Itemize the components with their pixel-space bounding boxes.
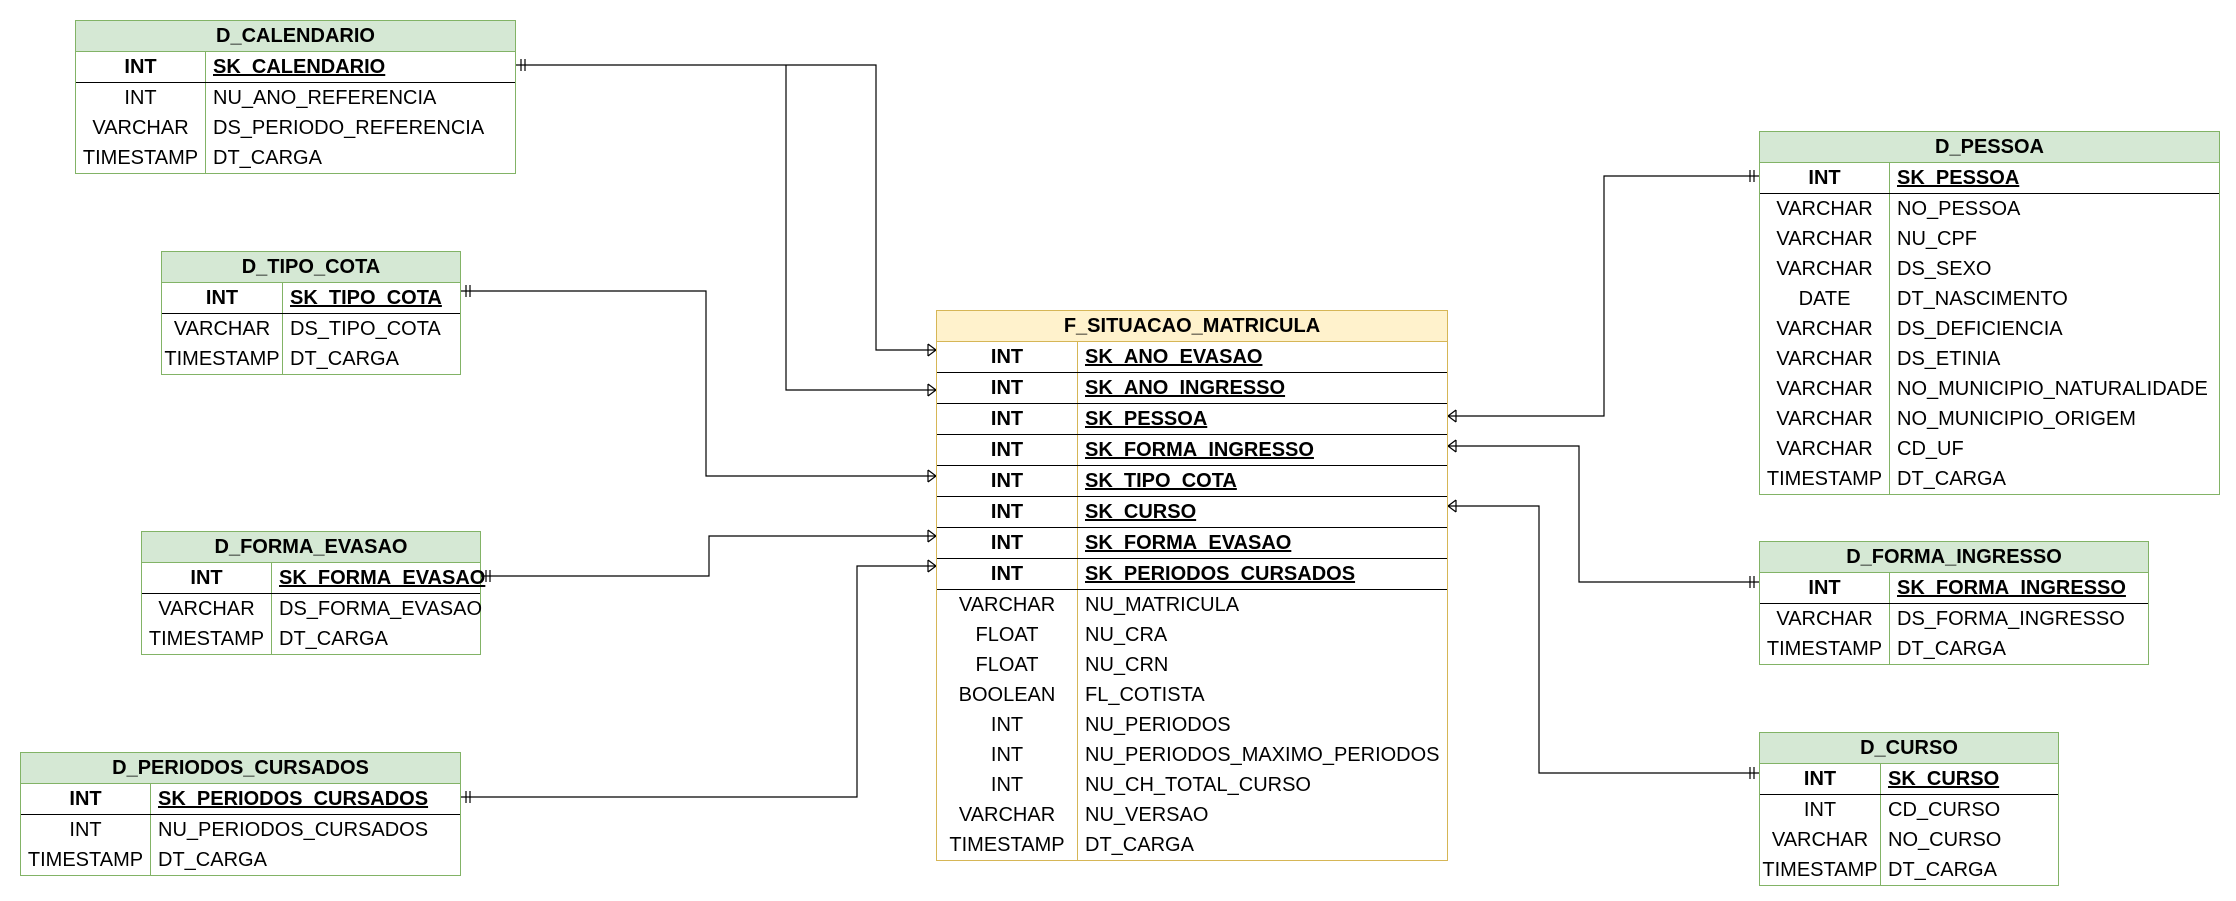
column-name: SK_PESSOA bbox=[1085, 408, 1208, 430]
table-f-situacao-matricula[interactable] bbox=[936, 310, 1448, 861]
table-title: D_CURSO bbox=[1760, 733, 2058, 764]
column-name: DT_CARGA bbox=[1897, 468, 2006, 490]
column-type: DATE bbox=[1760, 284, 1890, 314]
column-row[interactable] bbox=[1760, 404, 2219, 434]
column-type: INT bbox=[76, 52, 206, 82]
key-column-row[interactable] bbox=[937, 466, 1447, 497]
column-name: DT_CARGA bbox=[1897, 638, 2006, 660]
column-name: NU_PERIODOS_CURSADOS bbox=[158, 819, 429, 841]
key-column-row[interactable] bbox=[1760, 764, 2058, 795]
column-type: VARCHAR bbox=[1760, 825, 1881, 855]
column-name: NO_CURSO bbox=[1888, 829, 2002, 851]
column-type: INT bbox=[937, 404, 1078, 434]
table-d-forma-ingresso[interactable] bbox=[1759, 541, 2149, 665]
column-row[interactable] bbox=[142, 624, 480, 654]
column-row[interactable] bbox=[937, 620, 1447, 650]
column-type: INT bbox=[937, 497, 1078, 527]
column-type: VARCHAR bbox=[1760, 314, 1890, 344]
key-column-row[interactable] bbox=[162, 283, 460, 314]
key-column-row[interactable] bbox=[76, 52, 515, 83]
column-type: INT bbox=[21, 784, 151, 814]
column-type: INT bbox=[937, 740, 1078, 770]
column-type: INT bbox=[937, 528, 1078, 558]
column-name: DT_CARGA bbox=[290, 348, 399, 370]
column-row[interactable] bbox=[1760, 254, 2219, 284]
column-row[interactable] bbox=[76, 83, 515, 113]
column-name: DS_SEXO bbox=[1897, 258, 1992, 280]
column-name: SK_PERIODOS_CURSADOS bbox=[158, 788, 429, 810]
column-name: DT_CARGA bbox=[213, 147, 322, 169]
column-type: INT bbox=[937, 559, 1078, 589]
column-name: NO_MUNICIPIO_ORIGEM bbox=[1897, 408, 2136, 430]
column-name: NU_ANO_REFERENCIA bbox=[213, 87, 437, 109]
column-name: DT_CARGA bbox=[279, 628, 388, 650]
key-column-row[interactable] bbox=[142, 563, 486, 594]
table-title: D_PERIODOS_CURSADOS bbox=[21, 753, 460, 784]
column-type: TIMESTAMP bbox=[21, 845, 151, 875]
column-name: NU_CRA bbox=[1085, 624, 1168, 646]
table-d-forma-evasao[interactable] bbox=[141, 531, 486, 655]
column-name: NO_PESSOA bbox=[1897, 198, 2021, 220]
column-type: INT bbox=[937, 373, 1078, 403]
column-row[interactable] bbox=[937, 590, 1447, 620]
column-name: NU_PERIODOS_MAXIMO_PERIODOS bbox=[1085, 744, 1440, 766]
column-row[interactable] bbox=[1760, 224, 2219, 254]
column-row[interactable] bbox=[21, 815, 460, 845]
column-type: TIMESTAMP bbox=[937, 830, 1078, 860]
column-type: INT bbox=[937, 770, 1078, 800]
column-type: VARCHAR bbox=[142, 594, 272, 624]
table-d-periodos-cursados[interactable] bbox=[20, 752, 461, 876]
column-type: TIMESTAMP bbox=[76, 143, 206, 173]
column-name: FL_COTISTA bbox=[1085, 684, 1205, 706]
column-name: DT_CARGA bbox=[1888, 859, 1997, 881]
column-name: SK_ANO_INGRESSO bbox=[1085, 377, 1286, 399]
column-name: SK_TIPO_COTA bbox=[1085, 470, 1237, 492]
column-type: VARCHAR bbox=[1760, 604, 1890, 634]
column-name: NO_MUNICIPIO_NATURALIDADE bbox=[1897, 378, 2208, 400]
rel-periodos-cursados bbox=[461, 566, 936, 797]
column-name: DS_PERIODO_REFERENCIA bbox=[213, 117, 485, 139]
column-name: NU_CH_TOTAL_CURSO bbox=[1085, 774, 1311, 796]
table-d-tipo-cota[interactable] bbox=[161, 251, 461, 375]
column-row[interactable] bbox=[1760, 434, 2219, 464]
table-title: D_FORMA_INGRESSO bbox=[1760, 542, 2148, 573]
column-type: VARCHAR bbox=[1760, 404, 1890, 434]
column-type: TIMESTAMP bbox=[142, 624, 272, 654]
column-type: VARCHAR bbox=[937, 590, 1078, 620]
column-type: INT bbox=[1760, 795, 1881, 825]
key-column-row[interactable] bbox=[937, 559, 1447, 590]
column-name: CD_CURSO bbox=[1888, 799, 2001, 821]
column-name: SK_CURSO bbox=[1888, 768, 2000, 790]
column-type: INT bbox=[162, 283, 283, 313]
table-d-pessoa[interactable] bbox=[1759, 131, 2220, 495]
column-type: INT bbox=[937, 342, 1078, 372]
rel-forma-evasao bbox=[481, 536, 936, 576]
key-column-row[interactable] bbox=[937, 404, 1447, 435]
column-row[interactable] bbox=[1760, 604, 2148, 634]
rel-calendario-ano-ingresso bbox=[786, 65, 936, 390]
column-type: INT bbox=[1760, 764, 1881, 794]
rel-calendario-ano-evasao bbox=[516, 65, 936, 350]
column-name: NU_MATRICULA bbox=[1085, 594, 1240, 616]
column-type: FLOAT bbox=[937, 650, 1078, 680]
column-type: FLOAT bbox=[937, 620, 1078, 650]
column-row[interactable] bbox=[1760, 825, 2058, 855]
rel-tipo-cota bbox=[461, 291, 936, 476]
table-d-curso[interactable] bbox=[1759, 732, 2059, 886]
column-row[interactable] bbox=[1760, 855, 2058, 885]
column-row[interactable] bbox=[76, 143, 515, 173]
table-title: D_FORMA_EVASAO bbox=[142, 532, 480, 563]
rel-curso bbox=[1448, 506, 1759, 773]
column-type: VARCHAR bbox=[1760, 254, 1890, 284]
column-name: DS_ETINIA bbox=[1897, 348, 2001, 370]
key-column-row[interactable] bbox=[1760, 163, 2219, 194]
column-type: INT bbox=[1760, 573, 1890, 603]
column-row[interactable] bbox=[1760, 464, 2219, 494]
column-row[interactable] bbox=[937, 800, 1447, 830]
column-type: TIMESTAMP bbox=[1760, 855, 1881, 885]
column-name: DT_NASCIMENTO bbox=[1897, 288, 2068, 310]
column-type: INT bbox=[937, 466, 1078, 496]
column-name: NU_PERIODOS bbox=[1085, 714, 1231, 736]
column-row[interactable] bbox=[937, 650, 1447, 680]
column-row[interactable] bbox=[1760, 795, 2058, 825]
column-type: VARCHAR bbox=[76, 113, 206, 143]
column-type: VARCHAR bbox=[1760, 224, 1890, 254]
column-type: INT bbox=[937, 435, 1078, 465]
column-type: VARCHAR bbox=[1760, 374, 1890, 404]
key-column-row[interactable] bbox=[1760, 573, 2148, 604]
column-name: SK_PESSOA bbox=[1897, 167, 2020, 189]
column-row[interactable] bbox=[142, 594, 483, 624]
column-type: VARCHAR bbox=[937, 800, 1078, 830]
column-row[interactable] bbox=[21, 845, 460, 875]
column-row[interactable] bbox=[937, 680, 1447, 710]
column-name: SK_FORMA_INGRESSO bbox=[1085, 439, 1314, 461]
column-name: SK_FORMA_INGRESSO bbox=[1897, 577, 2126, 599]
column-type: VARCHAR bbox=[1760, 434, 1890, 464]
key-column-row[interactable] bbox=[937, 435, 1447, 466]
column-name: SK_ANO_EVASAO bbox=[1085, 346, 1263, 368]
column-name: CD_UF bbox=[1897, 438, 1964, 460]
table-title: F_SITUACAO_MATRICULA bbox=[937, 311, 1447, 342]
column-name: DS_FORMA_EVASAO bbox=[279, 598, 483, 620]
column-row[interactable] bbox=[937, 740, 1447, 770]
column-name: DT_CARGA bbox=[1085, 834, 1194, 856]
column-row[interactable] bbox=[1760, 314, 2219, 344]
column-type: TIMESTAMP bbox=[1760, 464, 1890, 494]
column-name: DS_TIPO_COTA bbox=[290, 318, 441, 340]
column-name: DS_FORMA_INGRESSO bbox=[1897, 608, 2125, 630]
table-title: D_PESSOA bbox=[1760, 132, 2219, 163]
column-type: INT bbox=[76, 83, 206, 113]
column-row[interactable] bbox=[1760, 374, 2219, 404]
key-column-row[interactable] bbox=[937, 342, 1447, 373]
column-name: DT_CARGA bbox=[158, 849, 267, 871]
column-row[interactable] bbox=[937, 830, 1447, 860]
column-row[interactable] bbox=[162, 314, 460, 344]
table-title: D_CALENDARIO bbox=[76, 21, 515, 52]
column-type: INT bbox=[142, 563, 272, 593]
column-name: NU_CPF bbox=[1897, 228, 1978, 250]
rel-forma-ingresso bbox=[1448, 446, 1759, 582]
column-name: NU_CRN bbox=[1085, 654, 1169, 676]
column-name: SK_CURSO bbox=[1085, 501, 1197, 523]
column-type: INT bbox=[937, 710, 1078, 740]
column-row[interactable] bbox=[937, 770, 1447, 800]
column-name: NU_VERSAO bbox=[1085, 804, 1209, 826]
column-name: SK_CALENDARIO bbox=[213, 56, 386, 78]
column-type: INT bbox=[1760, 163, 1890, 193]
column-type: BOOLEAN bbox=[937, 680, 1078, 710]
table-d-calendario[interactable] bbox=[75, 20, 516, 174]
rel-pessoa bbox=[1448, 176, 1759, 416]
column-type: TIMESTAMP bbox=[1760, 634, 1890, 664]
column-type: VARCHAR bbox=[1760, 344, 1890, 374]
column-type: VARCHAR bbox=[162, 314, 283, 344]
column-type: VARCHAR bbox=[1760, 194, 1890, 224]
column-row[interactable] bbox=[1760, 344, 2219, 374]
column-type: INT bbox=[21, 815, 151, 845]
column-name: DS_DEFICIENCIA bbox=[1897, 318, 2063, 340]
column-name: SK_TIPO_COTA bbox=[290, 287, 442, 309]
column-row[interactable] bbox=[1760, 194, 2219, 224]
column-name: SK_FORMA_EVASAO bbox=[279, 567, 486, 589]
key-column-row[interactable] bbox=[937, 373, 1447, 404]
column-name: SK_FORMA_EVASAO bbox=[1085, 532, 1292, 554]
column-row[interactable] bbox=[1760, 284, 2219, 314]
key-column-row[interactable] bbox=[937, 528, 1447, 559]
table-title: D_TIPO_COTA bbox=[162, 252, 460, 283]
key-column-row[interactable] bbox=[21, 784, 460, 815]
column-row[interactable] bbox=[76, 113, 515, 143]
column-row[interactable] bbox=[162, 344, 460, 374]
key-column-row[interactable] bbox=[937, 497, 1447, 528]
column-type: TIMESTAMP bbox=[162, 344, 283, 374]
column-name: SK_PERIODOS_CURSADOS bbox=[1085, 563, 1356, 585]
column-row[interactable] bbox=[1760, 634, 2148, 664]
column-row[interactable] bbox=[937, 710, 1447, 740]
